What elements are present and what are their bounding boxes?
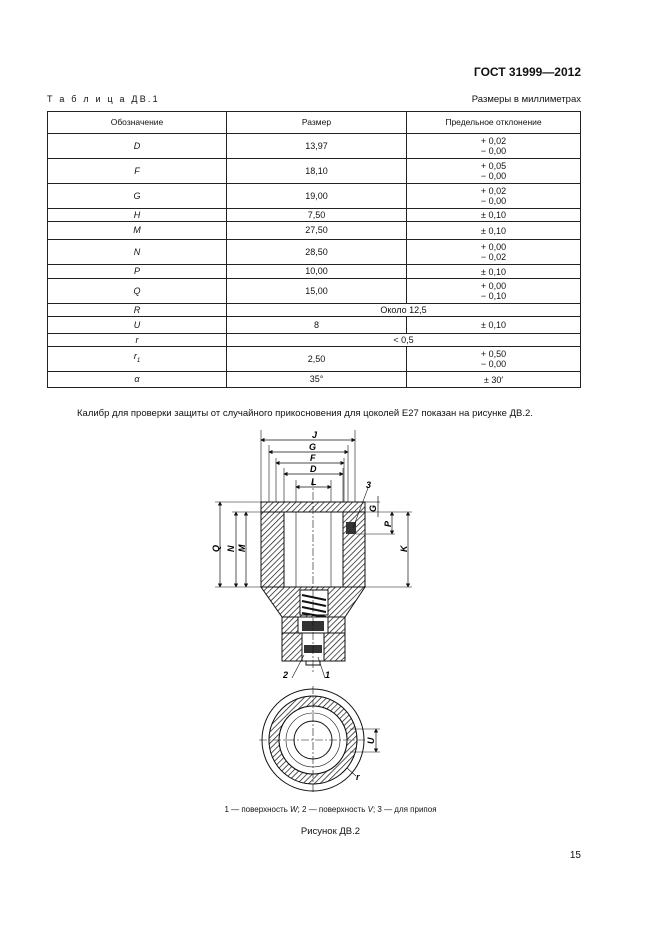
cell-designation xyxy=(48,372,227,388)
label-N: N xyxy=(226,545,236,552)
cell-size: 13,97 xyxy=(227,134,407,159)
callout-1: 1 xyxy=(325,670,331,680)
cell-designation xyxy=(48,222,227,240)
designation-subscript: 1 xyxy=(136,357,141,364)
table-row xyxy=(48,347,581,372)
deviation-lower: − 0,00 xyxy=(480,171,507,181)
cell-deviation xyxy=(407,184,581,209)
cell-deviation xyxy=(407,265,581,279)
deviation-lower: − 0,00 xyxy=(480,359,507,369)
cell-deviation xyxy=(407,159,581,184)
deviation-lower: − 0,10 xyxy=(480,291,507,301)
label-Q: Q xyxy=(211,544,221,552)
cell-size: 27,50 xyxy=(227,222,407,240)
label-F: F xyxy=(310,453,316,463)
table-row xyxy=(48,317,581,334)
table-row xyxy=(48,372,581,388)
deviation-lower: − 0,00 xyxy=(480,196,507,206)
figure-title: Рисунок ДВ.2 xyxy=(300,826,361,837)
page-number: 15 xyxy=(569,850,581,861)
table-row xyxy=(48,334,581,347)
document-id: ГОСТ 31999—2012 xyxy=(473,65,581,79)
designation-text: r xyxy=(135,334,139,345)
col-header-deviation: Предельное отклонение xyxy=(407,112,581,134)
deviation-upper: ± 0,10 xyxy=(481,210,506,220)
deviation-upper: + 0,02 xyxy=(480,186,507,196)
figure-reference-paragraph: Калибр для проверки защиты от случайного прикосновения для цоколей E27 показан на рисунке ДВ.2. xyxy=(77,408,533,419)
legend-part3: ; 3 — для припоя xyxy=(372,805,437,814)
designation-text: G xyxy=(133,190,141,201)
cell-designation xyxy=(48,304,227,317)
label-r: r xyxy=(356,772,360,782)
cell-designation xyxy=(48,159,227,184)
table-units: Размеры в миллиметрах xyxy=(471,94,581,105)
table-row xyxy=(48,279,581,304)
table-row xyxy=(48,222,581,240)
cell-size: 19,00 xyxy=(227,184,407,209)
deviation-upper: + 0,02 xyxy=(480,136,507,146)
deviation-upper: ± 30′ xyxy=(483,374,504,385)
cell-deviation xyxy=(407,279,581,304)
table-row xyxy=(48,209,581,222)
table-body xyxy=(48,134,581,388)
deviation-upper: + 0,00 xyxy=(480,242,507,252)
label-J: J xyxy=(312,430,318,440)
section-view xyxy=(211,430,412,680)
designation-text: U xyxy=(133,319,141,330)
deviation-upper: + 0,05 xyxy=(480,161,507,171)
legend-part2: ; 2 — поверхность xyxy=(297,805,368,814)
deviation-lower: − 0,00 xyxy=(480,146,507,156)
dimensions-table xyxy=(47,111,581,388)
designation-text: α xyxy=(134,374,140,384)
cell-deviation xyxy=(407,347,581,372)
cell-designation xyxy=(48,134,227,159)
table-row xyxy=(48,304,581,317)
label-G-side: G xyxy=(368,504,378,512)
cell-designation xyxy=(48,265,227,279)
cell-deviation xyxy=(407,134,581,159)
deviation-upper: + 0,00 xyxy=(480,281,507,291)
table-row xyxy=(48,184,581,209)
legend-V: V xyxy=(367,805,373,814)
designation-text: R xyxy=(133,304,141,315)
designation-text: r xyxy=(133,351,137,362)
deviation-upper: ± 0,10 xyxy=(481,266,506,277)
gauge-drawing xyxy=(0,420,661,800)
label-L: L xyxy=(311,477,317,487)
deviation-lower: − 0,02 xyxy=(480,252,507,262)
label-K: K xyxy=(399,545,409,552)
cell-size: 35° xyxy=(227,372,407,388)
deviation-upper: + 0,50 xyxy=(480,349,507,359)
cell-size: 7,50 xyxy=(227,209,407,222)
table-row xyxy=(48,240,581,265)
deviation-upper: ± 0,10 xyxy=(481,225,506,236)
label-G-top: G xyxy=(309,442,317,452)
cell-size: 8 xyxy=(227,317,407,334)
cell-size: 2,50 xyxy=(227,347,407,372)
cell-designation xyxy=(48,279,227,304)
cell-merged-value: Около 12,5 xyxy=(227,304,581,317)
col-header-size: Размер xyxy=(227,112,407,134)
legend-W: W xyxy=(290,805,298,814)
table-row xyxy=(48,159,581,184)
cell-designation xyxy=(48,334,227,347)
cell-deviation xyxy=(407,240,581,265)
cell-deviation xyxy=(407,372,581,388)
cell-deviation xyxy=(407,222,581,240)
cell-deviation xyxy=(407,317,581,334)
designation-text: D xyxy=(133,140,141,151)
designation-text: H xyxy=(133,209,141,220)
plan-view xyxy=(259,686,380,794)
cell-designation xyxy=(48,184,227,209)
designation-text: P xyxy=(133,266,140,276)
label-M: M xyxy=(237,544,247,552)
cell-size: 18,10 xyxy=(227,159,407,184)
label-D: D xyxy=(310,464,317,474)
callout-3: 3 xyxy=(366,480,372,490)
cell-size: 15,00 xyxy=(227,279,407,304)
designation-text: F xyxy=(134,165,140,176)
cell-designation xyxy=(48,347,227,372)
table-row xyxy=(48,134,581,159)
label-P: P xyxy=(383,520,393,527)
designation-text: N xyxy=(133,246,141,257)
table-header-row xyxy=(48,112,581,134)
designation-text: M xyxy=(133,225,141,235)
table-title: Т а б л и ц а ДВ.1 xyxy=(47,94,160,104)
table-row xyxy=(48,265,581,279)
cell-merged-value: < 0,5 xyxy=(227,334,581,347)
cell-size: 28,50 xyxy=(227,240,407,265)
cell-designation xyxy=(48,209,227,222)
cell-deviation xyxy=(407,209,581,222)
cell-designation xyxy=(48,240,227,265)
label-U: U xyxy=(366,737,376,744)
cell-size: 10,00 xyxy=(227,265,407,279)
figure-legend xyxy=(0,805,661,814)
cell-designation xyxy=(48,317,227,334)
designation-text: Q xyxy=(133,285,141,296)
legend-part1: 1 — поверхность xyxy=(224,805,291,814)
deviation-upper: ± 0,10 xyxy=(481,320,506,330)
col-header-designation: Обозначение xyxy=(48,112,227,134)
callout-2: 2 xyxy=(283,670,289,680)
